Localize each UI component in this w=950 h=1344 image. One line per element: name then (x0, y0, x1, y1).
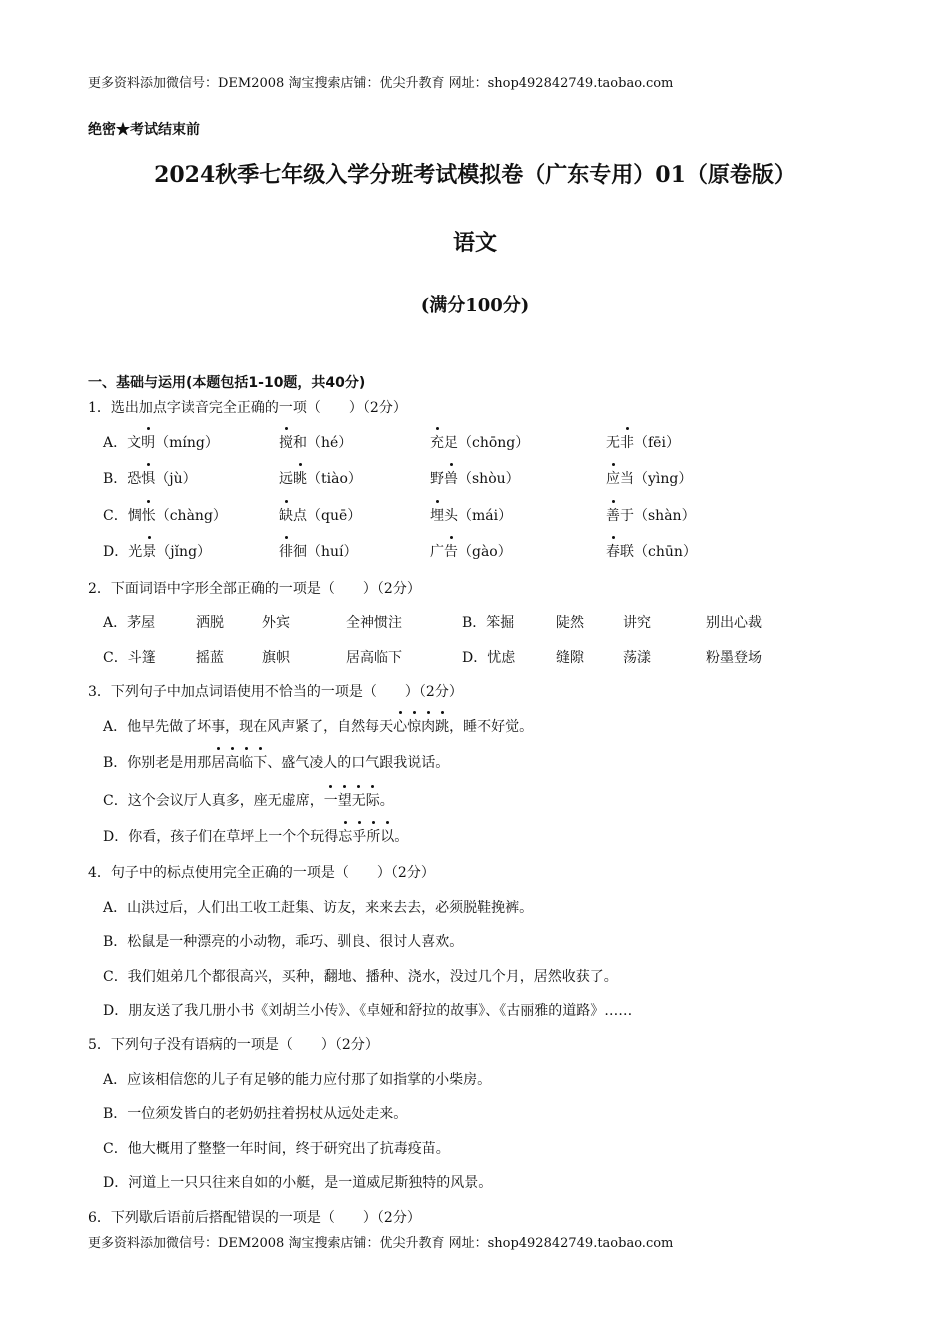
q3-option-a: A．他早先做了坏事，现在风声紧了，自然每天心惊肉跳，睡不好觉。 (103, 716, 533, 736)
q3-option-c: C．这个会议厅人真多，座无虚席，一望无际。 (103, 790, 394, 810)
q2-word: 讲究 (623, 615, 651, 631)
page-footer: 更多资料添加微信号：DEM2008 淘宝搜索店铺：优尖升教育 网址：shop492842749.taobao.com (88, 1236, 674, 1251)
emphasis-char: 心 (393, 716, 407, 736)
emphasis-char: 惊 (407, 716, 421, 736)
question-6-stem: 6．下列歇后语前后搭配错误的一项是（ ）（2分） (88, 1210, 421, 1226)
q1-option-cell: 徘徊（huí） (279, 541, 358, 561)
emphasis-char: 居 (211, 752, 225, 772)
q2-word: 陡然 (556, 615, 584, 631)
q2-word: 外宾 (262, 615, 290, 631)
q1-option-cell: 广告（gào） (430, 541, 512, 561)
q2-word: 居高临下 (346, 650, 402, 666)
emphasis-char: 际 (366, 790, 380, 810)
q2-word: 粉墨登场 (706, 650, 762, 666)
confidential-label: 绝密★考试结束前 (88, 122, 200, 138)
q2-word: 荡漾 (623, 650, 651, 666)
question-2-stem: 2．下面词语中字形全部正确的一项是（ ）（2分） (88, 581, 421, 597)
q1-option-cell: 无非（fēi） (606, 432, 680, 452)
q2-word: C．斗篷 (103, 650, 156, 666)
emphasis-char: 乎 (352, 826, 366, 846)
emphasis-char: 无 (352, 790, 366, 810)
emphasis-char: 跳 (435, 716, 449, 736)
emphasis-char: 下 (253, 752, 267, 772)
q5-option-a: A．应该相信您的儿子有足够的能力应付那了如指掌的小柴房。 (103, 1072, 492, 1088)
q5-option-c: C．他大概用了整整一年时间，终于研究出了抗毒疫苗。 (103, 1141, 450, 1157)
emphasis-char: 肉 (421, 716, 435, 736)
q5-option-d: D．河道上一只只往来自如的小艇，是一道威尼斯独特的风景。 (103, 1175, 493, 1191)
emphasis-char: 临 (239, 752, 253, 772)
q1-option-cell: 缺点（quē） (279, 505, 361, 525)
exam-title: 2024秋季七年级入学分班考试模拟卷（广东专用）01（原卷版） (154, 162, 796, 188)
section-heading: 一、基础与运用(本题包括1-10题，共40分) (88, 375, 366, 391)
q1-option-cell: 埋头（mái） (430, 505, 512, 525)
q2-word: 全神惯注 (346, 615, 402, 631)
q1-option-cell: B．恐惧（jù） (103, 468, 197, 488)
q1-option-cell: 春联（chūn） (606, 541, 697, 561)
q5-option-b: B．一位须发皆白的老奶奶拄着拐杖从远处走来。 (103, 1106, 408, 1122)
q3-option-b: B．你别老是用那居高临下、盛气凌人的口气跟我说话。 (103, 752, 449, 772)
q2-word: A．茅屋 (103, 615, 156, 631)
q1-option-cell: 远眺（tiào） (279, 468, 362, 488)
q4-option-b: B．松鼠是一种漂亮的小动物，乖巧、驯良、很讨人喜欢。 (103, 934, 464, 950)
page-header: 更多资料添加微信号：DEM2008 淘宝搜索店铺：优尖升教育 网址：shop492842749.taobao.com (88, 76, 674, 91)
q4-option-c: C．我们姐弟几个都很高兴，买种，翻地、播种、浇水，没过几个月，居然收获了。 (103, 969, 618, 985)
q2-word: D．忧虑 (462, 650, 516, 666)
q4-option-a: A．山洪过后，人们出工收工赶集、访友，来来去去，必须脱鞋挽裤。 (103, 900, 534, 916)
q2-word: 缝隙 (556, 650, 584, 666)
q1-option-cell: A．文明（míng） (103, 432, 219, 452)
emphasis-char: 所 (366, 826, 380, 846)
question-3-stem: 3．下列句子中加点词语使用不恰当的一项是（ ）（2分） (88, 684, 463, 700)
emphasis-char: 高 (225, 752, 239, 772)
emphasis-char: 忘 (338, 826, 352, 846)
q1-option-cell: D．光景（jǐng） (103, 541, 211, 561)
q1-option-cell: 充足（chōng） (430, 432, 529, 452)
question-5-stem: 5．下列句子没有语病的一项是（ ）（2分） (88, 1037, 379, 1053)
q1-option-cell: 善于（shàn） (606, 505, 696, 525)
full-score: (满分100分) (420, 295, 530, 316)
emphasis-char: 望 (338, 790, 352, 810)
q1-option-cell: 野兽（shòu） (430, 468, 520, 488)
emphasis-char: 一 (324, 790, 338, 810)
q2-word: 旗帜 (262, 650, 290, 666)
q2-word: 洒脱 (196, 615, 224, 631)
q4-option-d: D．朋友送了我几册小书《刘胡兰小传》、《卓娅和舒拉的故事》、《古丽雅的道路》…… (103, 1003, 633, 1019)
q1-option-cell: C．惆怅（chàng） (103, 505, 227, 525)
q2-word: 别出心裁 (706, 615, 762, 631)
question-4-stem: 4．句子中的标点使用完全正确的一项是（ ）（2分） (88, 865, 435, 881)
question-1-stem: 1．选出加点字读音完全正确的一项（ ）（2分） (88, 400, 407, 416)
emphasis-char: 以 (380, 826, 394, 846)
q1-option-cell: 应当（yìng） (606, 468, 692, 488)
q2-word: B．笨掘 (462, 615, 515, 631)
q2-word: 摇蓝 (196, 650, 224, 666)
q3-option-d: D．你看，孩子们在草坪上一个个玩得忘乎所以。 (103, 826, 408, 846)
subject-title: 语文 (452, 230, 497, 256)
q1-option-cell: 搅和（hé） (279, 432, 352, 452)
